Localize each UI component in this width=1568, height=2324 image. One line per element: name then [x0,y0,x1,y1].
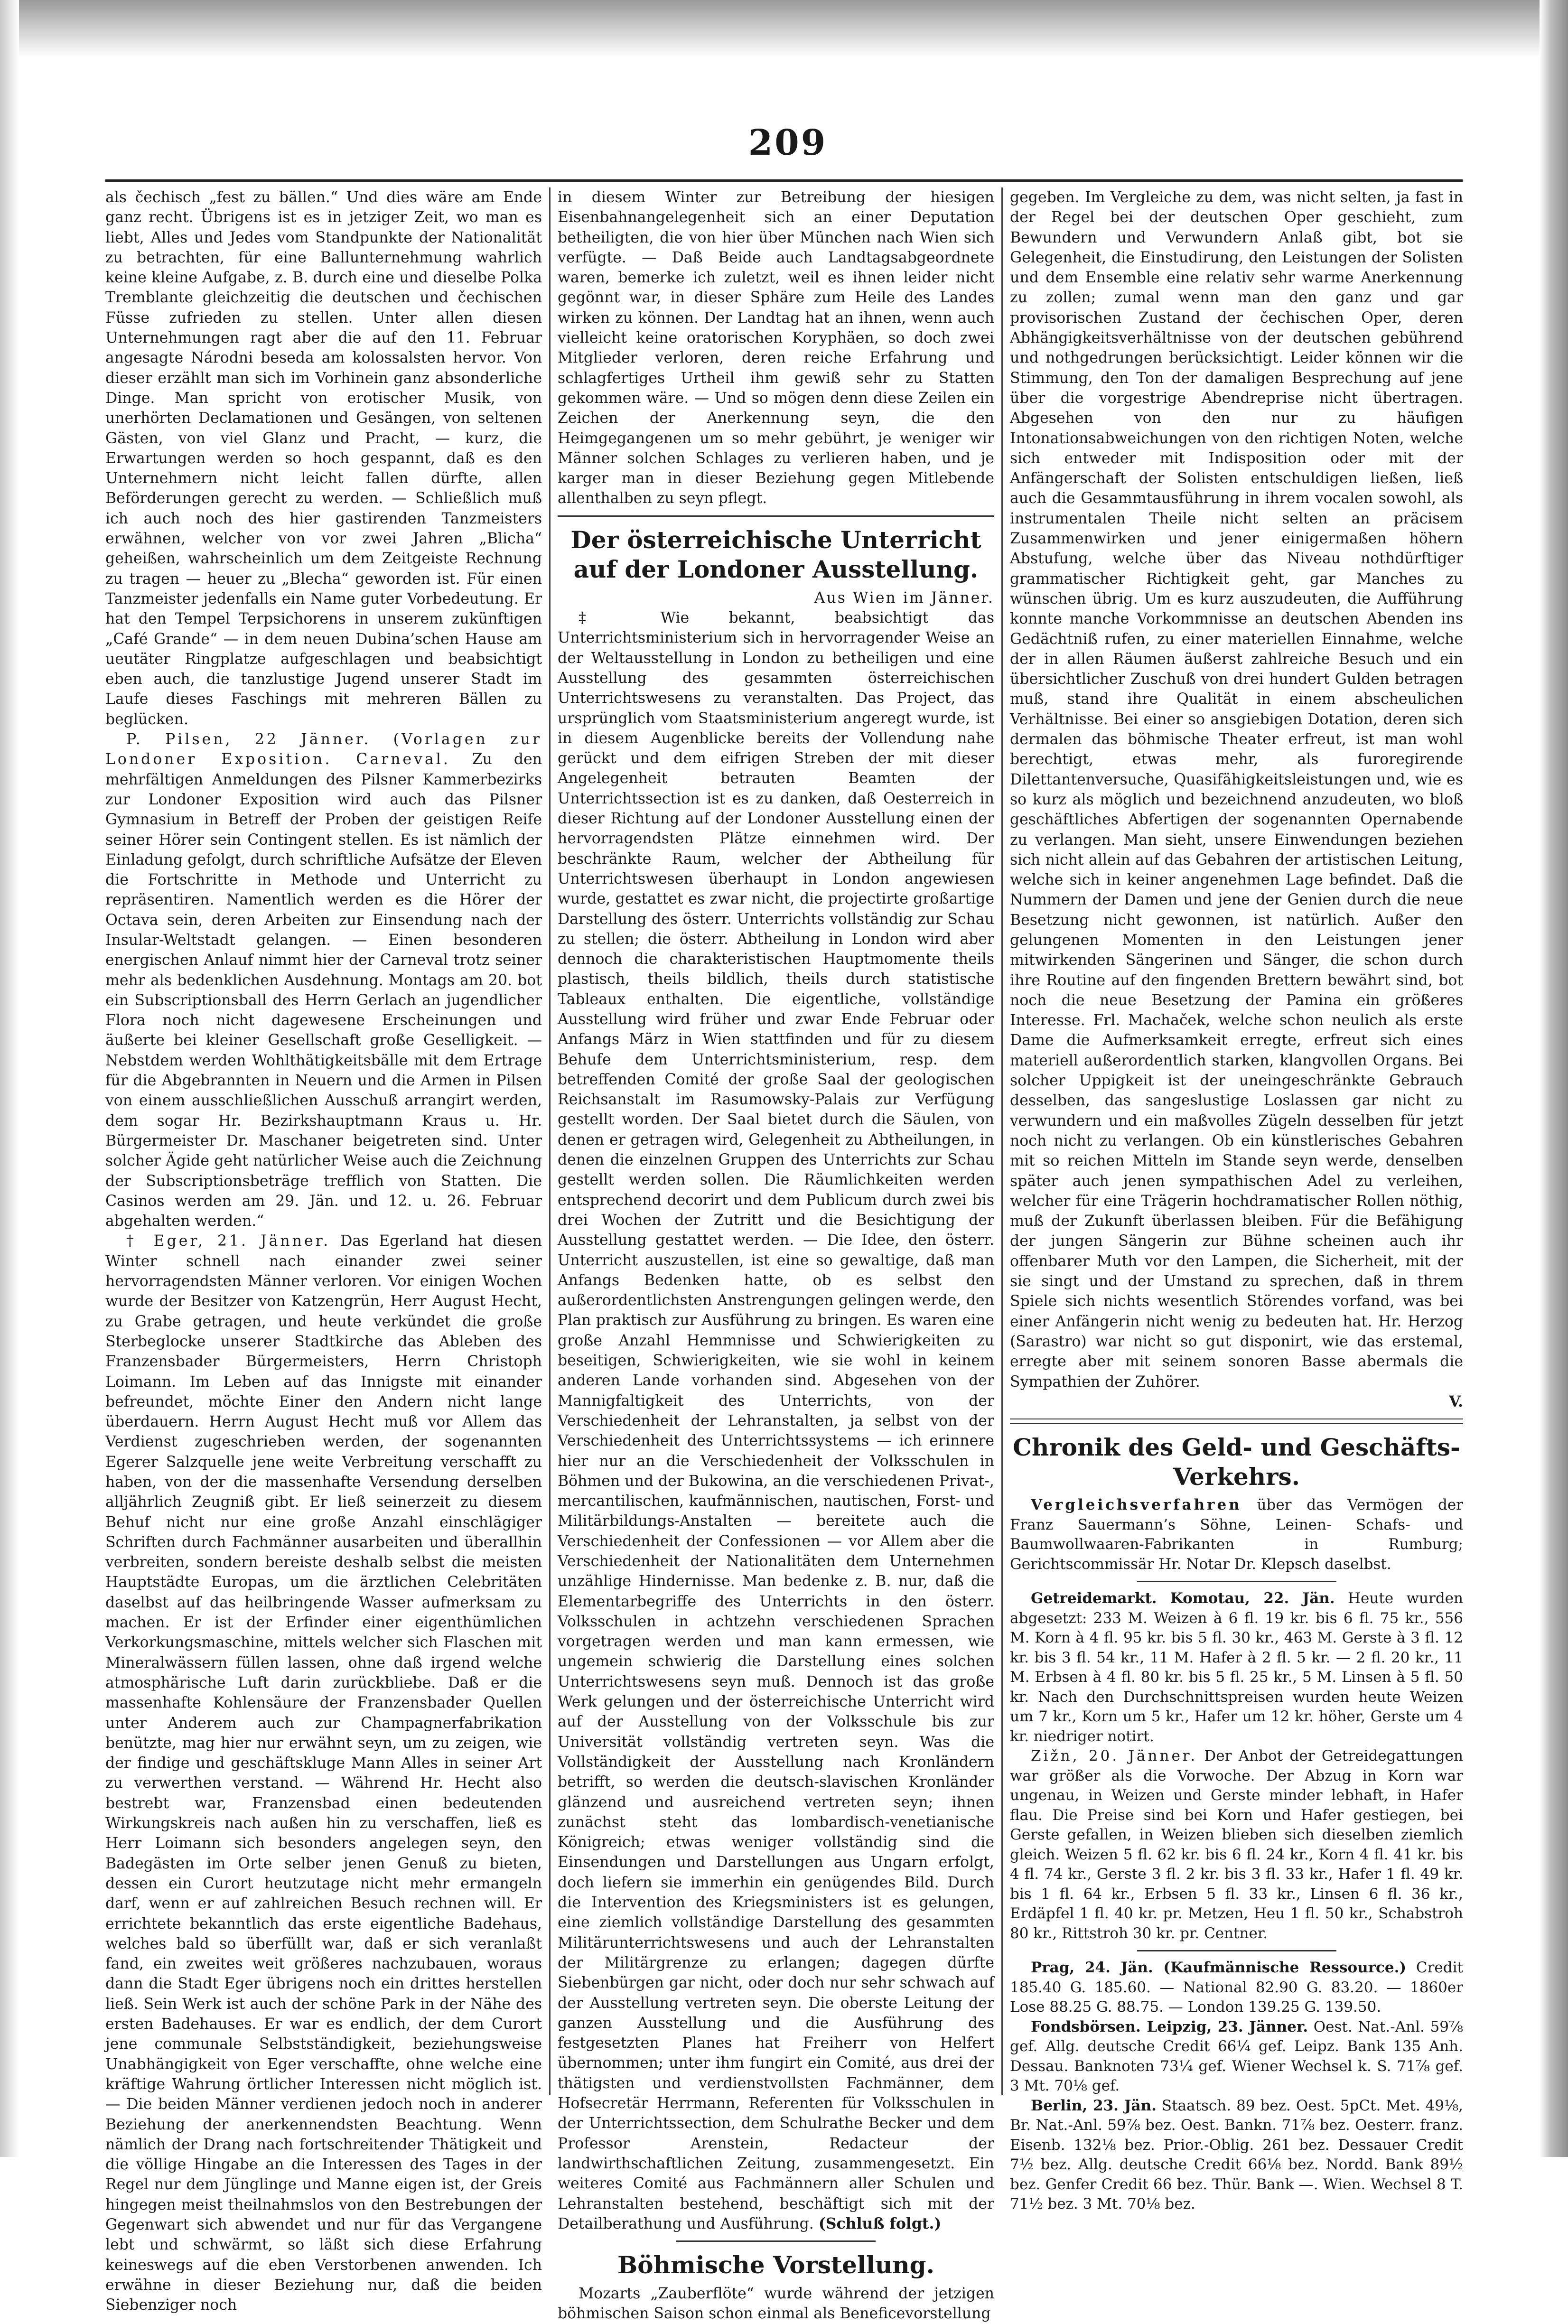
market-heading: Fondsbörsen. Leipzig, 23. Jänner. [1031,2018,1308,2035]
market-text: Heute wurden abgesetzt: 233 M. Weizen à 6 fl. 19 kr. bis 6 fl. 75 kr., 556 M. Korn à 4 fl. 95 kr. bis 5 fl. 30 kr., 463 M. Gerste à 3 fl. 12 kr. bis 3 fl. 54 kr., 11 M. Hafer à 2 fl. 5 kr. — 2 fl. 20 kr., 11 M. Erbsen à 4 fl. 80 kr. bis 5 fl. 25 kr., 5 M. Linsen à 5 fl. 50 kr. Nach den Durchschnittspreisen wurden heute Weizen um 7 kr., Korn um 5 kr., Hafer um 12 kr. höher, Gerste um 4 kr. niedriger notirt. [1010,1590,1464,1745]
market-heading: Berlin, 23. Jän. [1031,2097,1157,2114]
column-left [105,187,542,2314]
article-text: Das Egerland hat diesen Winter schnell nach einander zwei seiner hervorragendsten Männer verloren. Vor einigen Wochen wurde der Besitzer von Katzengrün, Herr August Hecht, zu Grabe getragen, und heute verkündet die große Sterbeglocke unserer Stadtkirche das Ableben des Franzensbader Bürgermeisters, Herrn Christoph Loimann. Im Leben auf das Innigste mit einander befreundet, möchte Einer den Andern nicht lange überdauern. Herrn August Hecht muß vor Allem das Verdienst zugeschrieben werden, der sogenannten Egerer Salzquelle jene weite Verbreitung verschafft zu haben, von der die massenhafte Versendung derselben alljährlich Zeugniß gibt. Er ließ seinerzeit zu diesem Behuf nicht nur eine große Anzahl einschlägiger Schriften durch Fachmänner ausarbeiten und überallhin verbreiten, sondern bereiste deshalb selbst die meisten Hauptstädte Europas, um die ärztlichen Celebritäten daselbst auf das heilbringende Wasser aufmerksam zu machen. Er ist der Erfinder einer eigenthümlichen Verkorkungsmaschine, mittels welcher sich Flaschen mit Mineralwässern füllen lassen, ohne daß irgend welche atmosphärische Luft darin zurückbliebe. Daß er die massenhafte Kohlensäure der Franzensbader Quellen unter Anderem auch zur Champagnerfabrikation benützte, mag hier nur erwähnt seyn, um zu zeigen, wie der findige und geschäftskluge Mann Alles in seiner Art zu verwerthen verstand. — Während Hr. Hecht also bestrebt war, Franzensbad einen bedeutenden Wirkungskreis nach außen hin zu verschaffen, ließ es Herr Loimann sich besonders angelegen seyn, den Badegästen im Orte selber jenen Genuß zu bieten, dessen ein Curort heutzutage nicht mehr ermangeln darf, wenn er auf zahlreichen Besuch rechnen will. Er errichtete bekanntlich das erste eigentliche Badehaus, welches bald so überfüllt war, daß er sich veranlaßt fand, ein zweites weit größeres nachzubauen, woraus dann die Stadt Eger übrigens noch ein drittes herstellen ließ. Sein Werk ist auch der schöne Park in der Nähe des ersten Badehauses. Er war es endlich, der dem Curort jene communale Selbstständigkeit, beziehungsweise Unabhängigkeit von Eger verschaffte, ohne welche eine kräftige Wahrung örtlicher Interessen nicht möglich ist. — Die beiden Männer verdienen jedoch noch in anderer Beziehung der anerkennendsten Beachtung. Wenn nämlich der Drang nach fortschreitender Thätigkeit und die völlige Hingabe an die Interessen des Tages in der Regel nur dem Jünglinge und Manne eigen ist, der Greis hingegen meist theilnahmslos von den Bestrebungen der Gegenwart sich abwendet und nur für das Vergangene lebt und schwärmt, so läßt sich diese Erfahrung keineswegs auf die eben Verstorbenen anwenden. Ich erwähne in dieser Beziehung nur, daß die beiden Siebenziger noch [105,1232,542,2314]
scan-border-top [0,0,1568,57]
market-text: Oest. Nat.-Anl. 59⅞ gef. Allg. deutsche Credit 66¼ gef. Leipz. Bank 135 Anh. Dessau. Banknoten 73¼ gef. Wiener Wechsel k. S. 71⅞ gef. 3 Mt. 70⅛ gef. [1010,2018,1463,2095]
article-text: Zu den mehrfältigen Anmeldungen des Pilsner Kammerbezirks zur Londoner Exposition wird auch das Pilsner Gymnasium in Betreff der Proben der geistigen Reife seiner Hörer sein Contingent stellen. Es ist nämlich der Einladung gefolgt, durch schriftliche Aufsätze der Eleven die Fortschritte in Methode und Unterricht zu repräsentiren. Namentlich werden es die Hörer der Octava sein, deren Arbeiten zur Einsendung nach der Insular-Weltstadt gelangen. — Einen besonderen energischen Anlauf nimmt hier der Carneval trotz seiner mehr als bedenklichen Ausdehnung. Montags am 20. bot ein Subscriptionsball des Herrn Gerlach an jugendlicher Flora noch nicht dagewesene Erscheinungen und äußerte bei kleiner Gesellschaft große Geselligkeit. — Nebstdem werden Wohlthätigkeitsbälle mit dem Ertrage für die Abgebrannten in Neuern und die Armen in Pilsen von einem ausschließlichen Ausschuß arrangirt werden, dem sogar Hr. Bezirkshauptmann Kraus u. Hr. Bürgermeister Dr. Maschaner beigetreten sind. Unter solcher Ägide geht natürlicher Weise auch die Zeichnung der Subscriptionsbeträge trefflich von Statten. Die Casinos werden am 29. Jän. und 12. u. 26. Februar abgehalten werden.“ [105,751,542,1230]
section-headline: Chronik des Geld- und Geschäfts-Verkehrs. [1013,1433,1460,1491]
notice-text: über das Vermögen der Franz Sauermann’s Söhne, Leinen- Schafs- und Baumwollwaaren-Fabrikanten in Rumburg; Gerichtscommissär Hr. Notar Dr. Klepsch daselbst. [1010,1496,1464,1573]
article-dateline: Aus Wien im Jänner. [814,589,994,607]
article-paragraph [105,729,542,1231]
article-dateline: † Eger, 21. Jänner. [126,1232,331,1250]
article-headline: Böhmische Vorstellung. [617,2251,935,2279]
article-dateline: P. Pilsen, 22 Jänner. (Vorlagen zur Londoner Exposition. Carneval. [105,731,542,768]
market-text: Der Anbot der Getreidegattungen war größer als die Vorwoche. Der Abzug in Korn war ungenau, in Weizen und Gerste minder lebhaft, in Hafer flau. Die Preise sind bei Korn und Hafer gestiegen, bei Gerste gefallen, in Weizen blieben sich dieselben ziemlich gleich. Weizen 5 fl. 62 kr. bis 6 fl. 24 kr., Korn 4 fl. 41 kr. bis 4 fl. 74 kr., Gerste 3 fl. 2 kr. bis 3 fl. 33 kr., Hafer 1 fl. 49 kr. bis 1 fl. 64 kr., Erbsen 5 fl. 33 kr., Linsen 6 fl. 36 kr., Erdäpfel 1 fl. 40 kr. pr. Metzen, Heu 1 fl. 50 kr., Schabstroh 80 kr., Rittstroh 30 kr. pr. Centner. [1010,1747,1463,1942]
section-rule [1137,1950,1336,1951]
market-heading: Zižn, 20. Jänner. [1031,1747,1198,1765]
header-rule [105,179,1463,182]
article-paragraph [105,1231,542,2315]
column-right [1010,187,1464,2213]
continuation-note: (Schluß folgt.) [818,2214,942,2232]
scan-border-right [1540,0,1568,2157]
column-divider [549,187,551,2095]
market-text: Staatsch. 89 bez. Oest. 5pCt. Met. 49⅛, Br. Nat.-Anl. 59⅞ bez. Oest. Bankn. 71⅞ bez. Oesterr. franz. Eisenb. 132⅛ bez. Prior.-Oblig. 261 bez. Dessauer Credit 7½ bez. Allg. deutsche Credit 66⅛ bez. Nordd. Bank 89½ bez. Genfer Credit 66 bez. Thür. Bank —. Wien. Wechsel 8 T. 71½ bez. 3 Mt. 70⅛ bez. [1010,2097,1464,2213]
market-text: Credit 185.40 G. 185.60. — National 82.90 G. 83.20. — 1860er Lose 88.25 G. 88.75. — London 139.25 G. 139.50. [1010,1959,1463,2016]
column-middle [558,187,994,2323]
section-rule [1137,1581,1336,1582]
article-text: Mozarts „Zauberflöte“ wurde während der jetzigen böhmischen Saison schon einmal als Beneficevorstellung [558,2285,994,2323]
article-signature: V. [1449,1392,1463,1410]
article-paragraph [558,608,994,2234]
market-heading: Prag, 24. Jän. (Kaufmännische Ressource.) [1031,1959,1407,1977]
market-report [1010,1958,1463,2017]
market-report [1010,1589,1463,1746]
section-rule [676,2240,876,2242]
market-heading: Getreidemarkt. Komotau, 22. Jän. [1031,1590,1335,1607]
notice-heading: Vergleichsverfahren [1031,1496,1242,1514]
market-report [1010,2017,1463,2096]
scan-border-left [0,0,19,2157]
section-rule [558,515,994,517]
article-text: ‡ Wie bekannt, beabsichtigt das Unterrichtsministerium sich in hervorragender Weise an der Weltausstellung in London zu betheiligen und eine Ausstellung des gesammten österreichischen Unterrichtswesens zu veranstalten. Das Project, das ursprünglich vom Staatsministerium angeregt wurde, ist in diesem Augenblicke bereits der Vollendung nahe gerückt und dem eifrigen Streben der mit dieser Angelegenheit betrauten Beamten der Unterrichtssection ist es zu danken, daß Oesterreich in dieser Richtung auf der Londoner Ausstellung einen der hervorragendsten Plätze einnehmen wird. Der beschränkte Raum, welcher der Abtheilung für Unterrichtswesen überhaupt in London angewiesen wurde, gestattet es zwar nicht, die projectirte großartige Darstellung des österr. Unterrichts vollständig zur Schau zu stellen; die österr. Abtheilung in London wird aber dennoch die charakteristischen Hauptmomente theils plastisch, theils bildlich, theils durch statistische Tableaux enthalten. Die eigentliche, vollständige Ausstellung wird früher und zwar Ende Februar oder Anfangs März in Wien stattfinden und für zu diesem Behufe dem Unterrichtsministerium, resp. dem betreffenden Comité der große Saal der geologischen Reichsanstalt im Rasumowsky-Palais zur Verfügung gestellt worden. Der Saal bietet durch die Säulen, von denen er getragen wird, Gelegenheit zu Abtheilungen, in denen die einzelnen Gruppen des Unterrichts zur Schau gestellt werden sollen. Die Räumlichkeiten werden entsprechend decorirt und dem Publicum durch zwei bis drei Wochen der Zutritt und die Besichtigung der Ausstellung gestattet werden. — Die Idee, den österr. Unterricht auszustellen, ist eine so gewaltige, daß man Anfangs Bedenken hatte, ob es selbst den außerordentlichsten Anstrengungen gelingen werde, den Plan praktisch zur Ausführung zu bringen. Es waren eine große Anzahl Hemmnisse und Schwierigkeiten zu beseitigen, Schwierigkeiten, wie sie wohl in keinem anderen Lande vorhanden sind. Abgesehen von der Mannigfaltigkeit des Unterrichts, von der Verschiedenheit der Lehranstalten, ja selbst von der Verschiedenheit des Unterrichtssystems — ich erinnere hier nur an die Verschiedenheit der Volksschulen in Böhmen und der Bukowina, an die verschiedenen Privat-, mercantilischen, kaufmännischen, nautischen, Forst- und Militärbildungs-Anstalten — bereitete auch die Verschiedenheit der Confessionen — vor Allem aber die Verschiedenheit der Nationalitäten dem Unternehmen unzählige Hindernisse. Man bedenke z. B. nur, daß die Elementarbegriffe des Unterrichts in den österr. Volksschulen in achtzehn verschiedenen Sprachen vorgetragen werden und man kann ermessen, wie ungemein schwierig die Darstellung eines solchen Unterrichtswesens seyn muß. Dennoch ist das große Werk gelungen und der österreichische Unterricht wird auf der Ausstellung von der Volksschule bis zur Universität vollständig vertreten seyn. Was die Vollständigkeit der Ausstellung nach Kronländern betrifft, so werden die deutsch-slavischen Kronländer glänzend und ausreichend vertreten seyn; ihnen zunächst steht das lombardisch-venetianische Königreich; etwas weniger vollständig sind die Einsendungen und Darstellungen aus Ungarn erfolgt, doch liefern sie immerhin ein genügendes Bild. Durch die Intervention des Kriegsministers ist es gelungen, eine ziemlich vollständige Darstellung des gesammten Militärunterrichtswesens und auch der Lehranstalten der Militärgrenze zu erlangen; dagegen dürfte Siebenbürgen gar nicht, oder doch nur sehr schwach auf der Ausstellung vertreten seyn. Die oberste Leitung der ganzen Ausstellung und die Ausführung des festgesetzten Planes hat Freiherr von Helfert übernommen; unter ihm fungirt ein Comité, aus drei der thätigsten und verdienstvollsten Fachmänner, dem Hofsecretär Herrmann, Referenten für Volksschulen in der Unterrichtssection, dem Schulrathe Becker und dem Professor Arenstein, Redacteur der landwirthschaftlichen Zeitung, zusammengesetzt. Ein weiteres Comité aus Fachmännern aller Schulen und Lehranstalten bestehend, beschäftigt sich mit der Detailberathung und Ausführung. [558,609,994,2232]
article-text: in diesem Winter zur Betreibung der hiesigen Eisenbahnangelegenheit sich an einer Deputation betheiligten, die von hier über München nach Wien sich verfügte. — Daß Beide auch Landtagsabgeordnete waren, bemerke ich zuletzt, weil es ihnen leider nicht gegönnt war, in dieser Sphäre zum Heile des Landes wirken zu können. Der Landtag hat an ihnen, wenn auch vielleicht keine oratorischen Koryphäen, so doch zwei Mitglieder verloren, deren reiche Erfahrung und schlagfertiges Urtheil ihm gewiß sehr zu Statten gekommen wäre. — Und so mögen denn diese Zeilen ein Zeichen der Anerkennung seyn, die den Heimgegangenen um so mehr gebührt, je weniger wir Männer solchen Schlages zu verlieren haben, und je karger man in dieser Beziehung gegen Mitlebende allenthalben zu seyn pflegt. [558,189,994,507]
notice-paragraph [1010,1495,1463,1574]
article-text: als čechisch „fest zu bällen.“ Und dies wäre am Ende ganz recht. Übrigens ist es in jetziger Zeit, wo man es liebt, Alles und Jedes vom Standpunkte der Nationalität zu betrachten, für eine Ballunternehmung wahrlich keine kleine Aufgabe, z. B. durch eine und dieselbe Polka Tremblante gleichzeitig die deutschen und čechischen Füsse zufrieden zu stellen. Unter allen diesen Unternehmungen ragt aber die auf den 11. Februar angesagte Národni beseda am kolossalsten hervor. Von dieser erzählt man sich im Vorhinein ganz absonderliche Dinge. Man spricht von erotischer Musik, von unerhörten Declamationen und Gesängen, von seltenen Gästen, von viel Glanz und Pracht, — kurz, die Erwartungen werden so hoch gespannt, daß es den Unternehmern nicht leicht fallen dürfte, allen Beförderungen gerecht zu werden. — Schließlich muß ich auch noch des hier gastirenden Tanzmeisters erwähnen, welcher von vor zwei Jahren „Blicha“ geheißen, wahrscheinlich um dem Zeitgeiste Rechnung zu tragen — heuer zu „Blecha“ geworden ist. Für einen Tanzmeister jedenfalls ein Name guter Vorbedeutung. Er hat den Tempel Terpsichorens in unserem zukünftigen „Café Grande“ — in dem neuen Dubina’schen Hause am ueutäter Ringplatze aufgeschlagen und beabsichtigt eben auch, die tanzlustige Jugend unserer Stadt im Laufe dieses Faschings mit mehreren Bällen zu beglücken. [105,189,542,728]
market-report [1010,1746,1463,1943]
market-report [1010,2096,1463,2214]
column-divider [1001,187,1003,2095]
section-rule [1010,1419,1463,1424]
article-headline: Der österreichische Unterricht auf der Londoner Ausstellung. [570,525,981,583]
article-text: gegeben. Im Vergleiche zu dem, was nicht selten, ja fast in der Regel bei der deutschen Oper geschieht, zum Bewundern und Verwundern Anlaß gibt, bot sie Gelegenheit, die Einstudirung, den Leistungen der Solisten und dem Ensemble eine relativ sehr warme Anerkennung zu zollen; zumal wenn man den ganz und gar provisorischen Zustand der čechischen Oper, deren Abhängigkeitsverhältnisse von der deutschen gebührend und nothgedrungen berücksichtigt. Leider können wir die Stimmung, den Ton der damaligen Besprechung auf jene über die vorgestrige Abendreprise nicht übertragen. Abgesehen von den nur zu häufigen Intonationsabweichungen von den richtigen Noten, welche sich entweder mit Indisposition oder mit der Anfängerschaft der Solisten entschuldigen ließen, ließ auch die Gesammtausführung in ihrem vocalen sowohl, als instrumentalen Theile nicht selten an präcisem Zusammenwirken und jener einigermaßen höhern Abstufung, welche über das Niveau nothdürftiger grammatischer Richtigkeit geht, gar Manches zu wünschen übrig. Um es kurz auszudeuten, die Aufführung konnte manche Vorkommnisse an deutschen Abenden ins Gedächtniß rufen, zu einer materiellen Einnahme, welche der in allen Räumen äußerst zahlreiche Besuch und ein übersichtlicher Zuschuß von drei hundert Gulden betragen muß, stand ihre Qualität in einem abscheulichen Verhältnisse. Bei einer so ansgiebigen Dotation, deren sich dermalen das böhmische Theater erfreut, ist man wohl berechtigt, etwas mehr, als furoregirende Dilettantenversuche, Quasifähigkeitsleistungen und, wie es so kurz als möglich und bezeichnend anzudeuten, wo bloß geschäftliches Abfertigen der sogenannten Opernabende zu verlangen. Man sieht, unsere Einwendungen beziehen sich nicht allein auf das Gebahren der artistischen Leitung, welche sich in keiner angenehmen Lage befindet. Daß die Nummern der Damen und jene der Genien durch die neue Besetzung nicht gewonnen, ist natürlich. Außer den gelungenen Momenten in den Leistungen jener mitwirkenden Sängerinen und Sänger, die schon durch ihre Routine auf den fingenden Brettern bewährt sind, bot noch die neue Besetzung der Pamina ein größeres Interesse. Frl. Machaček, welche schon neulich als erste Dame die Aufmerksamkeit erregte, erfreut sich eines materiell außerordentlich starken, klangvollen Organs. Bei solcher Uppigkeit ist der uneingeschränkte Gebrauch desselben, das sangeslustige Loslassen gar nicht zu verwundern und ein maßvolles Zügeln desselben für jetzt noch nicht zu verlangen. Ob ein künstlerisches Gebahren mit so reichen Mitteln im Stande seyn werde, denselben später auch jenen sympathischen Adel zu verleihen, welcher für eine Trägerin hochdramatischer Rollen nöthig, muß der Zukunft überlassen bleiben. Für die Befähigung der jungen Sängerin zur Bühne scheinen auch ihr offenbarer Muth vor den Lampen, die Sicherheit, mit der sie singt und der Umstand zu sprechen, daß in threm Spiele sich nichts wesentlich Störendes vorfand, was bei einer Anfängerin nicht wenig zu bedeuten hat. Hr. Herzog (Sarastro) war nicht so gut disponirt, wie das erstemal, erregte aber mit seinem sonoren Basse abermals die Sympathien der Zuhörer. [1010,189,1463,1391]
page-number: 209 [748,122,828,163]
